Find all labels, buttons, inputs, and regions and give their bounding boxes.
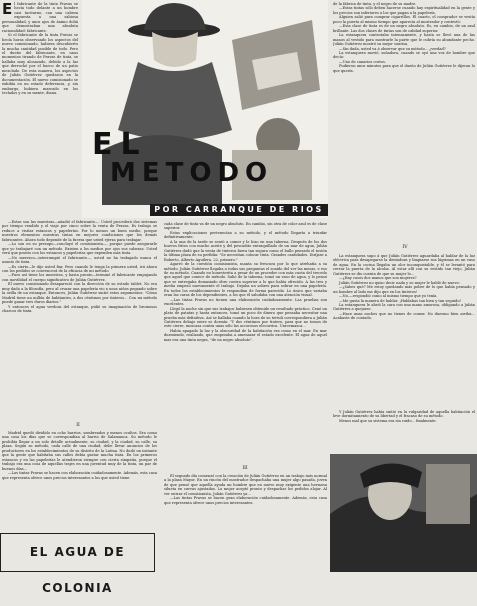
paragraph: Agarró de la cuestión comisionista, manta su frescura por lo que atrehatía a su método. Julián Gutiérrez llegaba a todas sus preguntas el sonido del ver las mesas, e eso de su método. Cuando en honesterita a pesar de un proceder con más cuota del trecedo que aquel que conece de método. Salió de la taberna, tomó un vaso de agua, y lo pensó que se entregaba demasiado ebro contra superior a lo que había ofrecido. A las tres y media empezó nuevamente el trabajo. Dejaba un sobres para sobrar en una papelería. En todos los establecimientos le respondían de forma parecida. Lo único que variaba eran las caras de los dependientes, a los que él saludaba con una atención visual.: [164, 262, 327, 298]
paragraph: —Las tintas Pravas se hacen con elaboración cuidadosamente. Además, esta casa que representa ofrece unos precios interesantes a los que usted tiene.: [2, 471, 157, 480]
paragraph: El nuevo comisionado desapareció con la dirección de su estado tablet. No era muy dado a la filosofía, pero al cruzar una papelería vio a unos niños pegando sobre la orilla de un estanque. Entonces, Julián Gutiérrez sintió estos argumentos: "Cómo Madrid tiene un millón de habitantes, a dos céntimos por tinteros... Con mi método puede ganar tres duros diarios.": [2, 282, 157, 305]
section-number-iii: III: [242, 466, 248, 471]
paragraph: —Pues así tiene los muestras, y hasta pronto—terminó el fabricante empujando con movilidad el cuerpo significativo de Julián Gutiérrez.: [2, 273, 157, 282]
ad-box-title: EL AGUA DE COLONIA: [29, 545, 126, 595]
section-number-ii: II: [76, 423, 80, 428]
paragraph: La estanquera contestaba intensamente, y hasta se llevó una de las manos al vestido para mostrarle la parte que le cubría su abundante pecho. Julián Gutiérrez mostró su mejor sonrisa.: [333, 33, 475, 47]
paragraph: —Me gusta la manera de hablar. ¡Hablabas tan bien y tan seguido!: [339, 298, 462, 303]
paragraph: Llegó la noche sin que sus trabajos hubiesen obtenido un resultado práctico. Cenó un plato de patatas y hasta entonces, tomó un poco de dinero que pensaba necesitar una prueba más definitiva. Así se hallaba cuando la hora de su tertuli correspondiera a Julián Gutiérrez debajo entre se dormía: "Y dos céntimos por tintero, para que no tomos de este cierre, moscasa contra unas sólo las accorosos elecorrios. Unrovmasca...: [164, 306, 327, 329]
right-column-top: [333, 2, 475, 238]
paragraph: —Estas tintas sólo deben hacerse cuando hay espiritualidad en la gente y los precios son inferiores a los que pagan a la papelería.: [333, 6, 475, 15]
paragraph: La estanquera movió, soñadora, cuando se oyó una voz de hombre que decía:: [333, 50, 475, 60]
paragraph: Y Julián Gutiérrez había sintió en la vulgaridad de aquella habitación el leve dormitamiento de su libertad y el fracaso de su método.: [333, 410, 475, 419]
headline-line-2: METODO: [110, 158, 274, 188]
paragraph: —No,—respondió como al mismo tiempo que yo tenía.: [339, 294, 438, 299]
paragraph: Alguien salió para comprar cigarrillos. El cuarto, el comprador se vestía poco la puerta al mismo tiempo que aparecía al mostrador y contestó:: [333, 15, 475, 24]
paragraph: —Esta clase de tinta es de un negro absoluto. Es, en cambio, de un azul brillante. Las dos clases de tintas son de calidad superior.: [333, 24, 475, 33]
right-column-section-iv: [333, 254, 475, 404]
paragraph: La estanquera supo á que Julián Gutiérrez aguardaba al hablar de la luz eléctrica para desapegarse la dentadura y limpiarse sus lágrimas en un vaso de agua. En la cocina llegaba un olor inconquistable, y él se levantó para cerrar la puerta de la alcoba. Al estar allí con su vestido tan viejo, Julián Gutiérrez se dio cuenta de que su mujer lo...: [333, 254, 475, 276]
paragraph: —Es cierto—le dijo usted fiar, Pero cuando le tenga la primera usted, irá ahora con los pedidos se convencerá de la eficacia de mi método.: [2, 264, 157, 273]
paragraph: —¿Hay casos dos manos que son mujeres?: [339, 276, 417, 281]
ad-box: [0, 533, 155, 595]
drop-cap: E: [2, 2, 13, 18]
paragraph: Si el fabricante de la tinta Pravas se hecía horas observando los aspectos del nuevo comisionado, hubiera descubierto la mucha cantidad posible de todo. Pero el dueño del fabricante, en unos momentos tirando de Pravas de tinta, se hallaba muy alcanzado, debido a la luz que derrochó por el hueco de un patio mezclado. De esta manera, los aspectos de Julián Gutiérrez quedaron en la documentación. El nuevo comisionado se exhibía en un estado deferencia, y, sin embargo, hubiera marcado en los teclados y en su mente, diana.: [2, 33, 78, 96]
paragraph: —Sin duda, usted va á observar que su método... ¿verdad?: [339, 46, 446, 51]
byline-band: POR CARRANQUE DE RIOS: [150, 204, 328, 216]
paragraph: —Estas son las muestras—añadió el fabricante—. Usted procederá dos sistemas por tiempo vendido y el viaje por cinco sobre la venta de Pravas. Es trabajo se reduce a visitar estancos y papelerías. Por lo menos un buen medio, porque nuestros elementos nuestras tintas en mejores condiciones que los demás fabricantes. Ahora todo depende de la fuerza que usted ejerza para trabajar.: [2, 220, 157, 242]
paragraph: Había apagado la luz y la obscuridad de la habitación era como en el mar. En mar durmiendo, realizado, que empezaba a amenazar el estado excelente. El agua de aquel mar era una tinta negra, "de un negro absoluto".: [164, 328, 327, 342]
headline-line-1: EL: [92, 127, 148, 162]
paragraph: —Las tintas Pravas se hacen gran elaboración cuidadosamente. Además, esta casa que representa ofrece unos precios interesantes.: [164, 496, 327, 505]
left-column-main: [2, 220, 157, 420]
paragraph: A la una de la tarde se sentó a comer y le hizo en una taberna. Después de los dos huevos fritos con mucho aceite y del pescadito entraquillado de un mar de agua, Julián Gutiérrez dudó que la venta de tinteros fuera tan segura como el bullo pensado el tostón la última plaza de su perfidia: "Se necesitan colocar tinta. Grandes cantidades. Diríjase a Roberto, Alberto Aguilera, 22, primero.": [164, 239, 327, 262]
paragraph: Estas explicaciones pertenecían a su método, y el método llegaría a triunfar definitivamente.: [164, 230, 327, 240]
right-column-closing: [333, 410, 475, 450]
paragraph: —¿Sabes qué? Me estoy quedando más pobre de lo que había pensado y un hombre al lado me dijo que en los tinteros!: [333, 285, 475, 294]
paragraph: La estanquera le abrió la cara con una mano amorosa, obligando a Julián Gutiérrez a quejarse.: [333, 302, 475, 312]
middle-column-section-iii: [164, 474, 327, 572]
paragraph: —Las tintas Pravas no tienen una elaboración cuidadosamente. Las pruebas son excelentes.: [164, 297, 327, 307]
paragraph: —Uno de canarios cortos.: [339, 59, 386, 64]
bottom-right-photo: [330, 454, 477, 572]
paragraph: —Lo son en su presupo—concluyó el comisionista—, porque puede asegurarle que yo trabajaré con un método. Existen a los medios por ojos sus cabezas. Usted verá que pronto con los estancos y papelerías que expenden más tinta.: [2, 242, 157, 256]
middle-column: [164, 222, 327, 460]
left-column-section-ii: [2, 431, 157, 529]
paragraph: —No merezco—interrumpió el fabricante—, usted no ha trabajado nunca el asunto de tinta.: [2, 255, 157, 265]
left-column-top: [2, 2, 78, 228]
paragraph: Y entonces el agua verdosa del estanque, pidió su imaginación de bromosos charcos de tinta.: [2, 304, 157, 314]
article-headline: [92, 127, 274, 188]
bottom-photo-graphic: [330, 454, 477, 572]
paragraph: —Hace unas noches que no tienes de comer. No duermo bien arriba... Acabaste de contado.: [333, 311, 475, 321]
paragraph: Julián Gutiérrez no quiso decir nada y su mujer le habló de nuevo:: [339, 280, 460, 285]
paragraph: cada clase de tinta va de un negro absoluto. En cambio, sin otra de color azul es de clase superior.: [164, 222, 327, 231]
paragraph: Pudieron unos minutos para que el dueño de Julián Gutiérrez le dijeran lo que quería.: [333, 64, 475, 73]
section-number-iv: IV: [402, 245, 408, 250]
paragraph: El segundo día comenzó con la creación de Julián Gutiérrez en un trabajo más normal a la plaza Mayor. En un rincón del mostrador despachaba una mujer algo pasada, joven de que pensó que aquella ayuda un hombre que en nuevo muy exigente una hermosa silueta en curvas ajustadas. La mujer aceptó pronto y despachar los pedidos alojar. Al ver entrar el comisionista, Julián Gutiérrez ya...: [164, 474, 327, 496]
paragraph: l fabricante de la tinta Pravas se hecía todo delante a un hombre casi taciturno, con una cabeza expuesta a una sabiosa personalidad, y unos ajos de ánimo doliá que demostraban una absoluta racionalidad: fabricante.: [2, 2, 78, 33]
paragraph: Menos mal que su sistema era sin ruido... finalmente.: [339, 418, 437, 423]
paragraph: Madrid quedó dividido en ocho barrios, sombreados y menos ocultos. Era como una casa los días que se correspondían al barrio de Salamanca. Su método le prohibía llegar a un solo detalle actualmente, su ciudad, y la ciudad, su calle, su plaza. Según su método, cada calle de una ciudad, debe llevar anuncios de los productores en los establecimientos de su distrito de la Latina. No dudó un instante que la gente que habitaba sus calles debía gastar mucha tinta. En los primeros estancos y en las papelerías le atendieron siempre con cierta simpatía, porque el trabajo era una cosa de aquellas trajes en una juventud muy de la tinta, un par de buenos días...: [2, 431, 157, 471]
paragraph: de la fábrica de tinta, y el negro de su madre.: [333, 2, 417, 6]
